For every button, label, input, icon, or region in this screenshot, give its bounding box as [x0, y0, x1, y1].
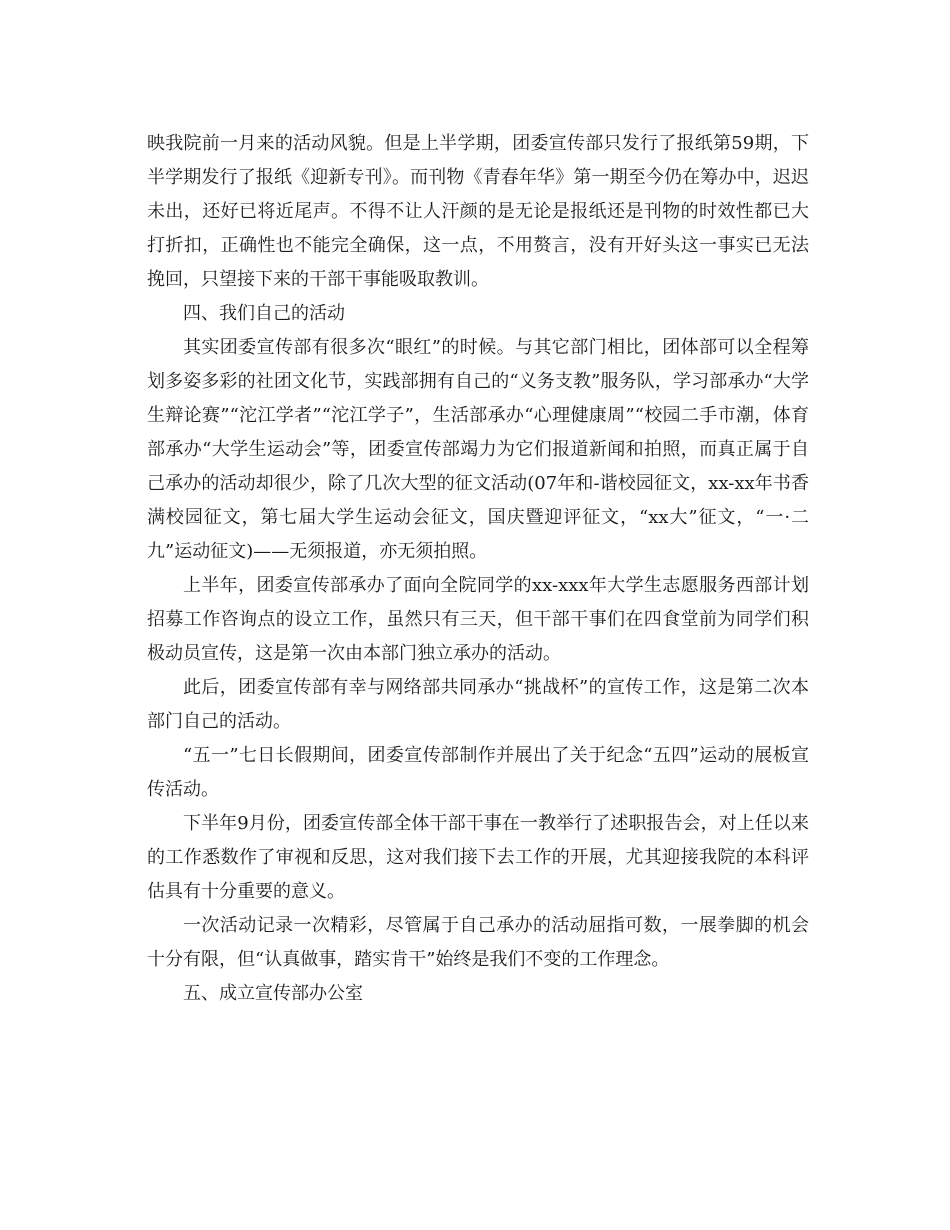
paragraph-work-philosophy: 一次活动记录一次精彩，尽管属于自己承办的活动屈指可数，一展拳脚的机会十分有限，但“认真做事，踏实肯干”始终是我们不变的工作理念。	[147, 915, 809, 970]
paragraph-september-report: 下半年9月份，团委宣传部全体干部干事在一教举行了述职报告会，对上任以来的工作悉数作了审视和反思，这对我们接下去工作的开展，尤其迎接我院的本科评估具有十分重要的意义。	[147, 813, 809, 902]
document-body	[147, 127, 809, 1011]
paragraph-report-publications: 映我院前一月来的活动风貌。但是上半学期，团委宣传部只发行了报纸第59期，下半学期发行了报纸《迎新专刊》。而刊物《青春年华》第一期至今仍在筹办中，迟迟未出，还好已将近尾声。不得不让人汗颜的是无论是报纸还是刊物的时效性都已大打折扣，正确性也不能完全确保，这一点，不用赘言，没有开好头这一事实已无法挽回，只望接下来的干部干事能吸取教训。	[147, 133, 809, 290]
paragraph-may-day: “五一”七日长假期间，团委宣传部制作并展出了关于纪念“五四”运动的展板宣传活动。	[147, 745, 809, 800]
paragraph-first-half-year: 上半年，团委宣传部承办了面向全院同学的xx-xxx年大学生志愿服务西部计划招募工作咨询点的设立工作，虽然只有三天，但干部干事们在四食堂前为同学们积极动员宣传，这是第一次由本部门独立承办的活动。	[147, 575, 809, 664]
paragraph-challenge-cup: 此后，团委宣传部有幸与网络部共同承办“挑战杯”的宣传工作，这是第二次本部门自己的活动。	[147, 677, 809, 732]
section-heading-office: 五、成立宣传部办公室	[183, 983, 363, 1004]
section-heading-own-activities: 四、我们自己的活动	[183, 303, 345, 324]
paragraph-envy-other-departments: 其实团委宣传部有很多次“眼红”的时候。与其它部门相比，团体部可以全程筹划多姿多彩的社团文化节，实践部拥有自己的“义务支教”服务队，学习部承办“大学生辩论赛”“沱江学者”“沱江学子”，生活部承办“心理健康周”“校园二手市潮，体育部承办“大学生运动会”等，团委宣传部竭力为它们报道新闻和拍照，而真正属于自己承办的活动却很少，除了几次大型的征文活动(07年和-谐校园征文，xx-xx年书香满校园征文，第七届大学生运动会征文，国庆暨迎评征文，“xx大”征文，“一·二九”运动征文)——无须报道，亦无须拍照。	[147, 337, 809, 562]
